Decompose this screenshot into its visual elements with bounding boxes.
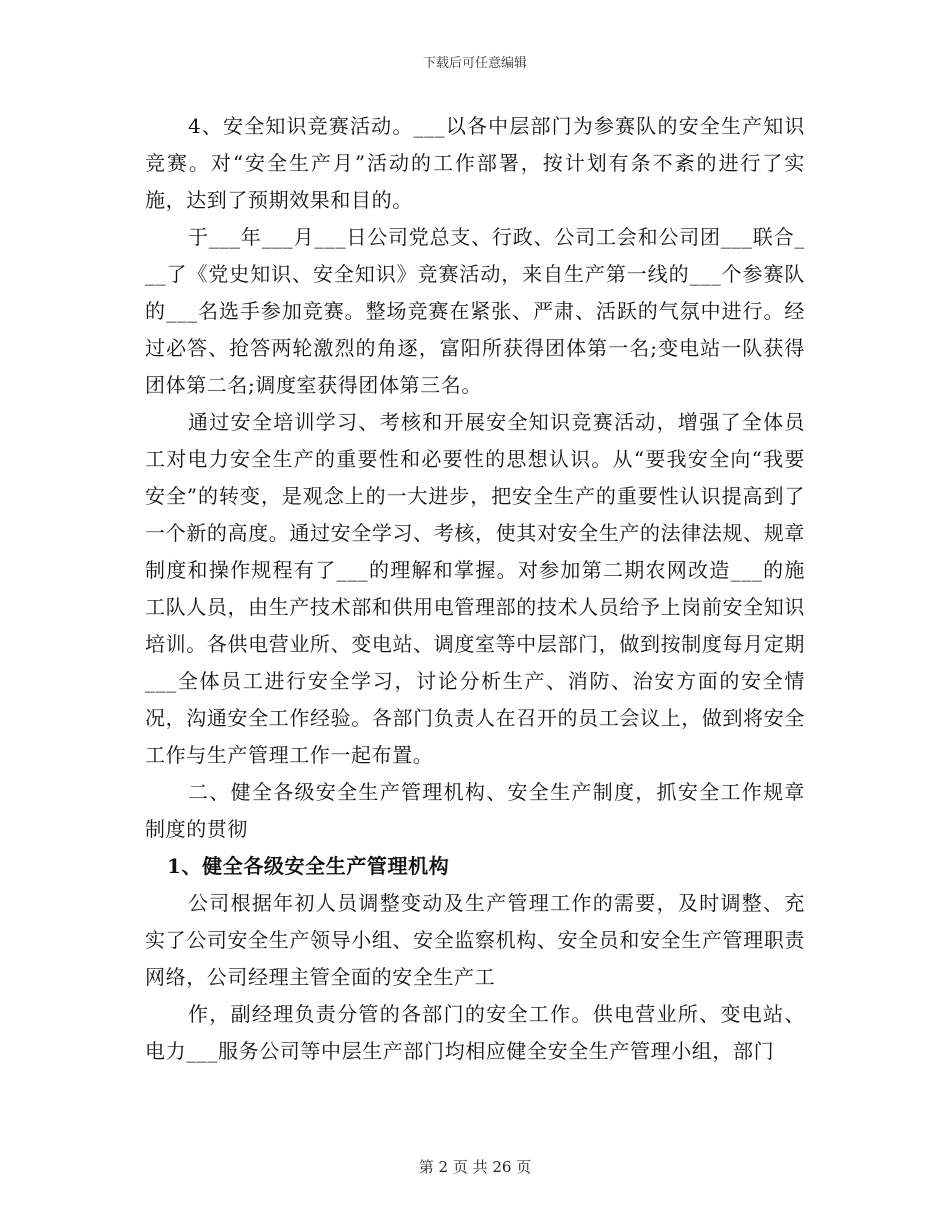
document-body bbox=[145, 108, 805, 1070]
section-heading-two: 二、健全各级安全生产管理机构、安全生产制度，抓安全工作规章制度的贯彻 bbox=[145, 780, 805, 841]
page-header: 下载后可任意编辑 bbox=[422, 56, 527, 71]
paragraph-contest-details: 于___年___月___日公司党总支、行政、公司工会和公司团___联合___了《党史知识、安全知识》竞赛活动，来自生产第一线的___个参赛队的___名选手参加竞赛。整场竞赛在紧张、严肃、活跃的气氛中进行。经过必答、抢答两轮激烈的角逐，富阳所获得团体第一名;变电站一队获得团体第二名;调度室获得团体第三名。 bbox=[145, 225, 805, 397]
paragraph-knowledge-contest: 4、安全知识竞赛活动。___以各中层部门为参赛队的安全生产知识竞赛。对“安全生产月”活动的工作部署，按计划有条不紊的进行了实施，达到了预期效果和目的。 bbox=[145, 114, 805, 212]
paragraph-organization-continued: 作，副经理负责分管的各部门的安全工作。供电营业所、变电站、电力___服务公司等中层生产部门均相应健全安全生产管理小组，部门 bbox=[145, 1002, 805, 1063]
page-number: 第 2 页 共 26 页 bbox=[418, 1158, 532, 1176]
paragraph-training-results: 通过安全培训学习、考核和开展安全知识竞赛活动，增强了全体员工对电力安全生产的重要性和必要性的思想认识。从“要我安全向“我要安全”的转变，是观念上的一大进步，把安全生产的重要性认识提高到了一个新的高度。通过安全学习、考核，使其对安全生产的法律法规、规章制度和操作规程有了___的理解和掌握。对参加第二期农网改造___的施工队人员，由生产技术部和供用电管理部的技术人员给予上岗前安全知识培训。各供电营业所、变电站、调度室等中层部门，做到按制度每月定期___全体员工进行安全学习，讨论分析生产、消防、治安方面的安全情况，沟通安全工作经验。各部门负责人在召开的员工会议上，做到将安全工作与生产管理工作一起布置。 bbox=[145, 410, 805, 767]
paragraph-organization-adjust: 公司根据年初人员调整变动及生产管理工作的需要，及时调整、充实了公司安全生产领导小组、安全监察机构、安全员和安全生产管理职责网络，公司经理主管全面的安全生产工 bbox=[145, 891, 805, 989]
subsection-heading: 1、健全各级安全生产管理机构 bbox=[167, 854, 450, 878]
